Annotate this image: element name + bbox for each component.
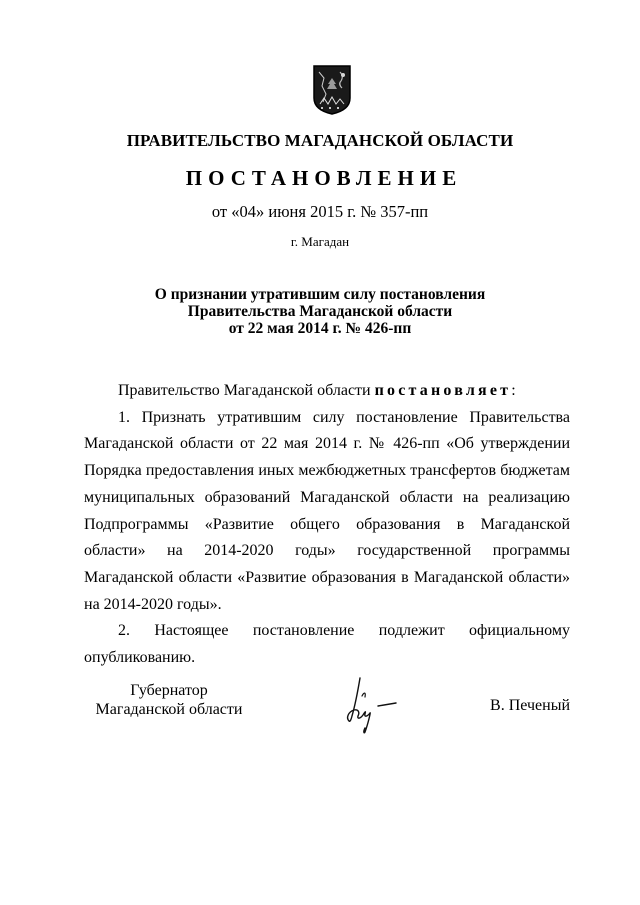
document-subject <box>0 286 640 337</box>
signatory-position <box>84 681 254 719</box>
document-body <box>84 378 570 672</box>
subject-line-3: от 22 мая 2014 г. № 426-пп <box>228 320 412 337</box>
preamble-decree-word: постановляет <box>374 382 512 399</box>
subject-line-1: О признании утратившим силу постановления <box>154 286 486 303</box>
government-title: ПРАВИТЕЛЬСТВО МАГАДАНСКОЙ ОБЛАСТИ <box>126 131 514 150</box>
coat-of-arms-icon <box>310 64 354 116</box>
handwritten-signature-icon <box>338 672 406 736</box>
subject-line-2: Правительства Магаданской области <box>187 303 453 320</box>
document-city: г. Магадан <box>290 234 350 249</box>
preamble-text: Правительство Магаданской области <box>118 382 371 399</box>
paragraph-1: 1. Признать утратившим силу постановление Правительства Магаданской области от 22 мая 2014 г. № 426-пп «Об утверждении Порядка предоставления иных межбюджетных трансфертов бюджетам муниципальных образований Магаданской области на реализацию Подпрограммы «Развитие общего образования в Магаданской области» на 2014-2020 годы» государственной программы Магаданской области «Развитие образования в Магаданской области» на 2014-2020 годы». <box>84 408 570 613</box>
document-date-number: от «04» июня 2015 г. № 357-пп <box>211 202 429 221</box>
paragraph-2: 2. Настоящее постановление подлежит официальному опубликованию. <box>84 622 570 667</box>
signatory-position-line-2: Магаданской области <box>95 701 243 718</box>
signatory-position-line-1: Губернатор <box>130 682 208 699</box>
document-type: ПОСТАНОВЛЕНИЕ <box>185 166 463 190</box>
preamble-colon: : <box>511 382 516 399</box>
preamble <box>84 378 570 405</box>
signatory-name: В. Печеный <box>490 697 570 714</box>
